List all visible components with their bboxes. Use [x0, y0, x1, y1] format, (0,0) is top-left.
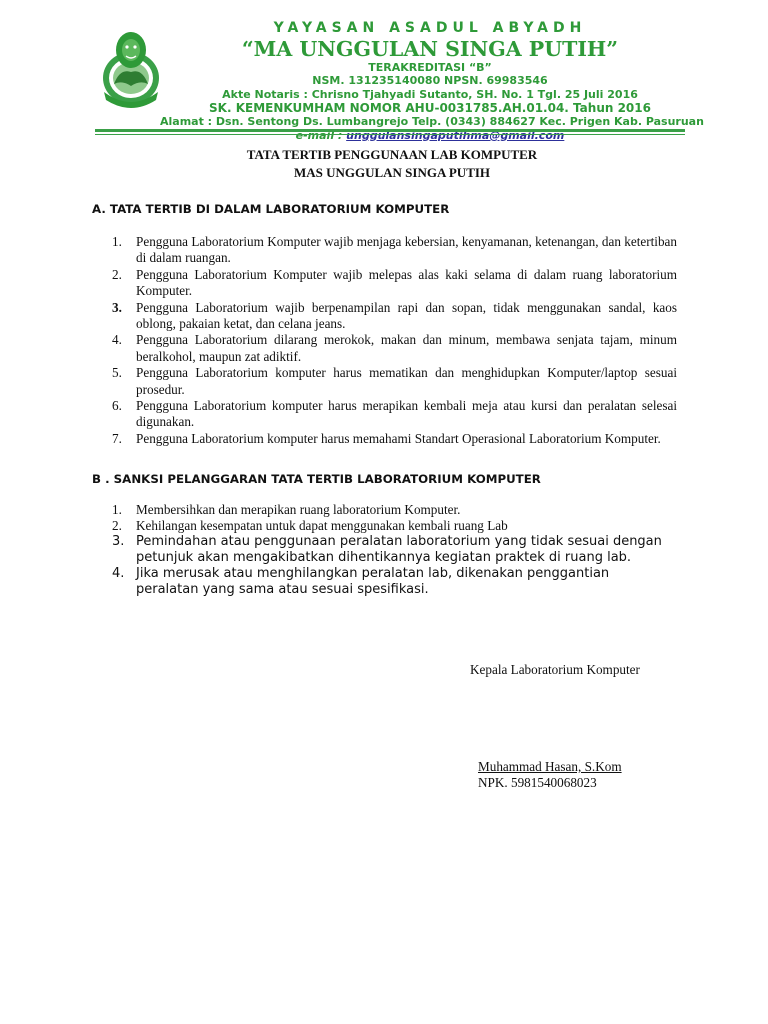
item-text: Pemindahan atau penggunaan peralatan laboratorium yang tidak sesuai dengan petunjuk akan mengakibatkan dihentikannya kegiatan praktek di ruang lab. — [136, 534, 662, 565]
letterhead-rule-thin — [95, 134, 685, 135]
notary-deed: Akte Notaris : Chrisno Tjahyadi Sutanto, SH. No. 1 Tgl. 25 Juli 2016 — [222, 87, 638, 101]
item-number: 2. — [112, 518, 122, 533]
item-number: 3. — [112, 299, 122, 315]
title-line-1: TATA TERTIB PENGGUNAAN LAB KOMPUTER — [246, 147, 538, 162]
document-title — [92, 146, 692, 182]
item-text: Pengguna Laboratorium komputer harus merapikan kembali meja atau kursi dan peralatan selesai digunakan. — [136, 398, 677, 430]
list-item — [92, 534, 666, 566]
foundation-name: YAYASAN ASADUL ABYADH — [273, 20, 587, 36]
item-number: 1. — [112, 234, 122, 249]
item-text: Pengguna Laboratorium Komputer wajib melepas alas kaki selama di dalam ruang laboratorium Komputer. — [136, 266, 677, 299]
item-text: Pengguna Laboratorium komputer harus mematikan dan menghidupkan Komputer/laptop sesuai prosedur. — [136, 365, 677, 397]
signature-title: Kepala Laboratorium Komputer — [470, 662, 640, 677]
item-text: Jika merusak atau menghilangkan peralatan lab, dikenakan penggantian peralatan yang sama atau sesuai spesifikasi. — [136, 566, 610, 597]
item-text: Pengguna Laboratorium wajib berpenampilan rapi dan sopan, tidak menggunakan sandal, kaos oblong, pakaian ketat, dan celana jeans. — [136, 299, 677, 332]
item-number: 1. — [112, 502, 122, 517]
item-number: 4. — [112, 332, 122, 348]
nsm-npsn: NSM. 131235140080 NPSN. 69983546 — [312, 74, 548, 88]
address: Alamat : Dsn. Sentong Ds. Lumbangrejo Telp. (0343) 884627 Kec. Prigen Kab. Pasuruan — [160, 115, 704, 129]
email-link[interactable]: unggulansingaputihma@gmail.com — [346, 128, 565, 142]
letterhead-rule-thick — [95, 129, 685, 132]
sk-kemenkumham: SK. KEMENKUMHAM NOMOR AHU-0031785.AH.01.04. Tahun 2016 — [209, 101, 651, 116]
list-item — [92, 431, 677, 447]
item-number: 3. — [112, 534, 125, 549]
title-line-2: MAS UNGGULAN SINGA PUTIH — [293, 165, 491, 180]
school-name: “MA UNGGULAN SINGA PUTIH” — [241, 37, 619, 61]
section-a-list — [92, 234, 677, 447]
list-item — [92, 398, 677, 431]
list-item — [92, 267, 677, 300]
list-item — [92, 365, 677, 398]
list-item — [92, 502, 692, 518]
signatory-npk: NPK. 5981540068023 — [478, 775, 597, 790]
item-text: Kehilangan kesempatan untuk dapat menggunakan kembali ruang Lab — [136, 518, 508, 533]
section-b-heading: B . SANKSI PELANGGARAN TATA TERTIB LABORATORIUM KOMPUTER — [92, 472, 541, 486]
item-text: Pengguna Laboratorium Komputer wajib menjaga kebersian, kenyamanan, ketenangan, dan ketertiban di dalam ruangan. — [136, 234, 677, 266]
item-number: 2. — [112, 266, 122, 282]
section-a-heading: A. TATA TERTIB DI DALAM LABORATORIUM KOMPUTER — [92, 202, 450, 216]
item-number: 7. — [112, 430, 122, 446]
letterhead — [160, 20, 704, 143]
item-number: 4. — [112, 566, 125, 581]
signatory-name: Muhammad Hasan, S.Kom — [478, 759, 622, 774]
lion-emblem-icon — [100, 28, 162, 110]
list-item — [92, 300, 677, 333]
item-text: Pengguna Laboratorium komputer harus memahami Standart Operasional Laboratorium Komputer. — [136, 430, 661, 446]
accreditation: TERAKREDITASI “B” — [368, 61, 492, 74]
list-item — [92, 234, 677, 267]
item-number: 5. — [112, 365, 122, 381]
item-text: Membersihkan dan merapikan ruang laboratorium Komputer. — [136, 502, 461, 517]
list-item — [92, 566, 666, 598]
email-label: e-mail : — [295, 128, 347, 142]
list-item — [92, 332, 677, 365]
section-b-list — [92, 502, 692, 598]
item-text: Pengguna Laboratorium dilarang merokok, makan dan minum, membawa senjata tajam, minum beralkohol, maupun zat adiktif. — [136, 332, 677, 364]
item-number: 6. — [112, 398, 122, 414]
list-item — [92, 518, 692, 534]
